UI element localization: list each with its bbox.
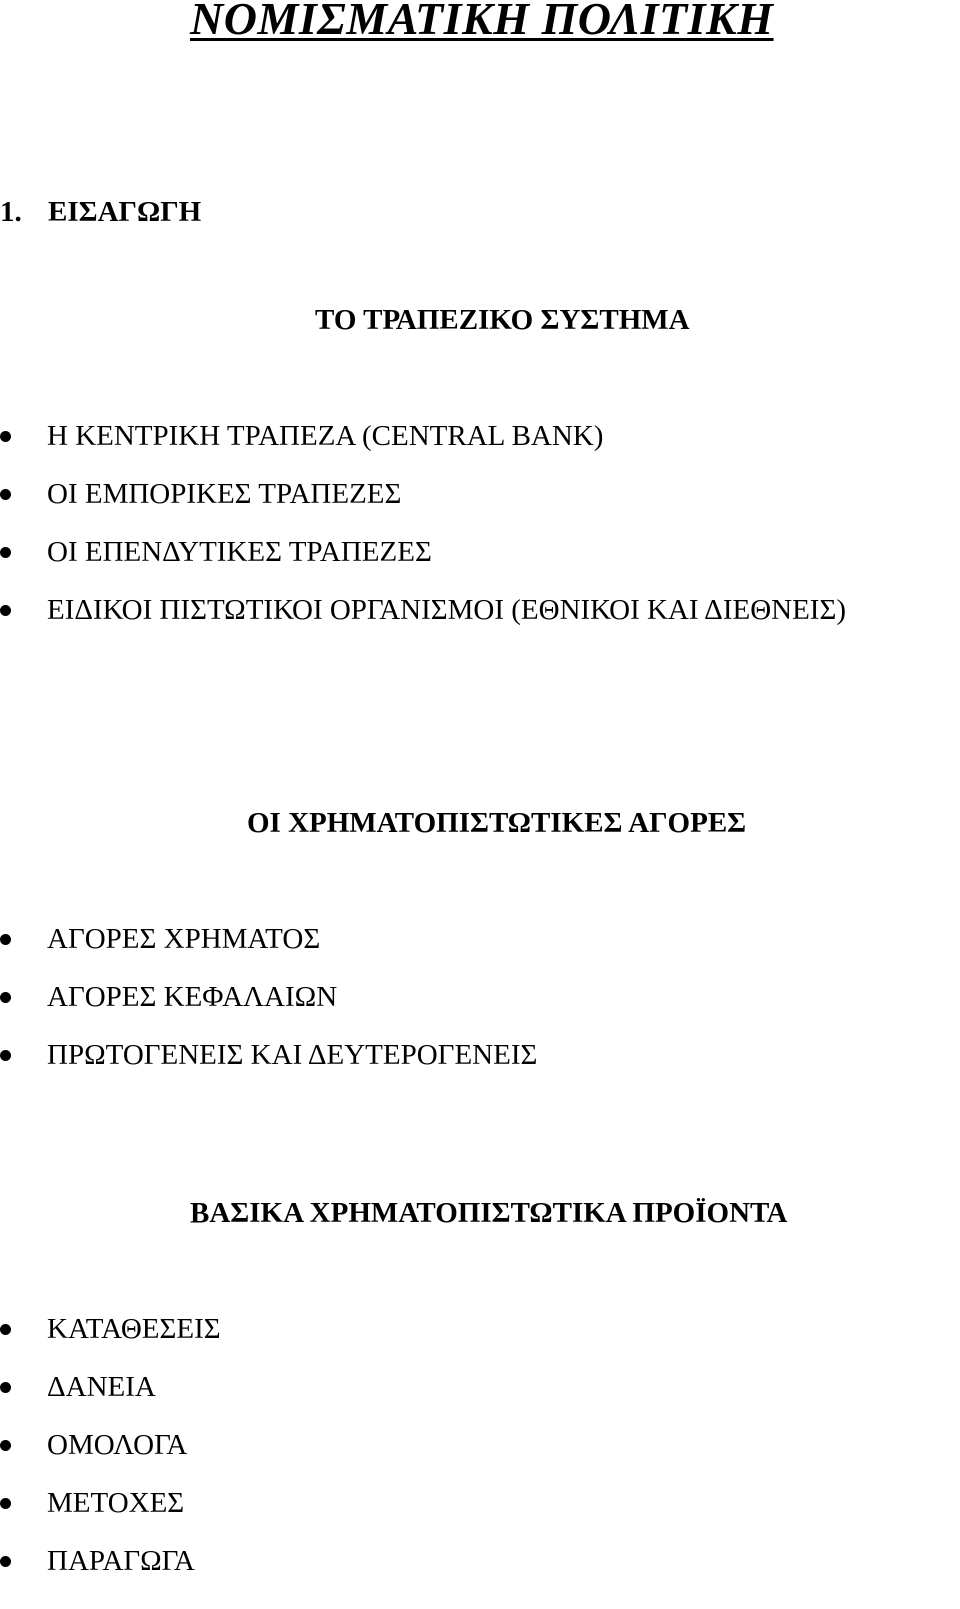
list-item <box>0 1309 221 1367</box>
bullet-icon <box>0 1324 11 1335</box>
section-heading-financial-markets: ΟΙ ΧΡΗΜΑΤΟΠΙΣΤΩΤΙΚΕΣ ΑΓΟΡΕΣ <box>247 807 747 839</box>
section-heading-financial-products: ΒΑΣΙΚΑ ΧΡΗΜΑΤΟΠΙΣΤΩΤΙΚΑ ΠΡΟΪΟΝΤΑ <box>190 1197 788 1229</box>
list-item <box>0 1425 221 1483</box>
list-item-text: ΟΜΟΛΟΓΑ <box>47 1429 188 1461</box>
list-item <box>0 1541 221 1599</box>
list-item <box>0 1483 221 1541</box>
bullet-icon <box>0 934 11 945</box>
list-item-text: ΔΑΝΕΙΑ <box>47 1371 156 1403</box>
intro-heading <box>0 196 201 229</box>
list-item-text: ΜΕΤΟΧΕΣ <box>47 1487 185 1519</box>
list-item <box>0 474 846 532</box>
list-item-text: ΑΓΟΡΕΣ ΚΕΦΑΛΑΙΩΝ <box>47 981 338 1013</box>
section-heading-banking-system: ΤΟ ΤΡΑΠΕΖΙΚΟ ΣΥΣΤΗΜΑ <box>315 304 690 336</box>
financial-markets-list <box>0 919 537 1093</box>
bullet-icon <box>0 489 11 500</box>
bullet-icon <box>0 605 11 616</box>
list-item-text: Η ΚΕΝΤΡΙΚΗ ΤΡΑΠΕΖΑ (CENTRAL BANK) <box>47 420 604 452</box>
list-item-text: ΑΓΟΡΕΣ ΧΡΗΜΑΤΟΣ <box>47 923 321 955</box>
list-item-text: ΕΙΔΙΚΟΙ ΠΙΣΤΩΤΙΚΟΙ ΟΡΓΑΝΙΣΜΟΙ (ΕΘΝΙΚΟΙ ΚΑΙ ΔΙΕΘΝΕΙΣ) <box>47 594 846 626</box>
list-item <box>0 1035 537 1093</box>
financial-products-list <box>0 1309 221 1599</box>
list-item <box>0 532 846 590</box>
banking-system-list <box>0 416 846 648</box>
list-item <box>0 416 846 474</box>
bullet-icon <box>0 1556 11 1567</box>
bullet-icon <box>0 1050 11 1061</box>
list-item-text: ΟΙ ΕΠΕΝΔΥΤΙΚΕΣ ΤΡΑΠΕΖΕΣ <box>47 536 432 568</box>
intro-label: ΕΙΣΑΓΩΓΗ <box>48 196 202 228</box>
list-item-text: ΚΑΤΑΘΕΣΕΙΣ <box>47 1313 221 1345</box>
bullet-icon <box>0 992 11 1003</box>
list-item <box>0 590 846 648</box>
list-item <box>0 977 537 1035</box>
list-item-text: ΟΙ ΕΜΠΟΡΙΚΕΣ ΤΡΑΠΕΖΕΣ <box>47 478 402 510</box>
bullet-icon <box>0 1440 11 1451</box>
intro-number: 1. <box>0 196 22 228</box>
bullet-icon <box>0 1382 11 1393</box>
bullet-icon <box>0 547 11 558</box>
document-title: ΝΟΜΙΣΜΑΤΙΚΗ ΠΟΛΙΤΙΚΗ <box>190 0 774 44</box>
list-item <box>0 1367 221 1425</box>
list-item-text: ΠΡΩΤΟΓΕΝΕΙΣ ΚΑΙ ΔΕΥΤΕΡΟΓΕΝΕΙΣ <box>47 1039 538 1071</box>
list-item <box>0 919 537 977</box>
bullet-icon <box>0 1498 11 1509</box>
bullet-icon <box>0 431 11 442</box>
list-item-text: ΠΑΡΑΓΩΓΑ <box>47 1545 195 1577</box>
